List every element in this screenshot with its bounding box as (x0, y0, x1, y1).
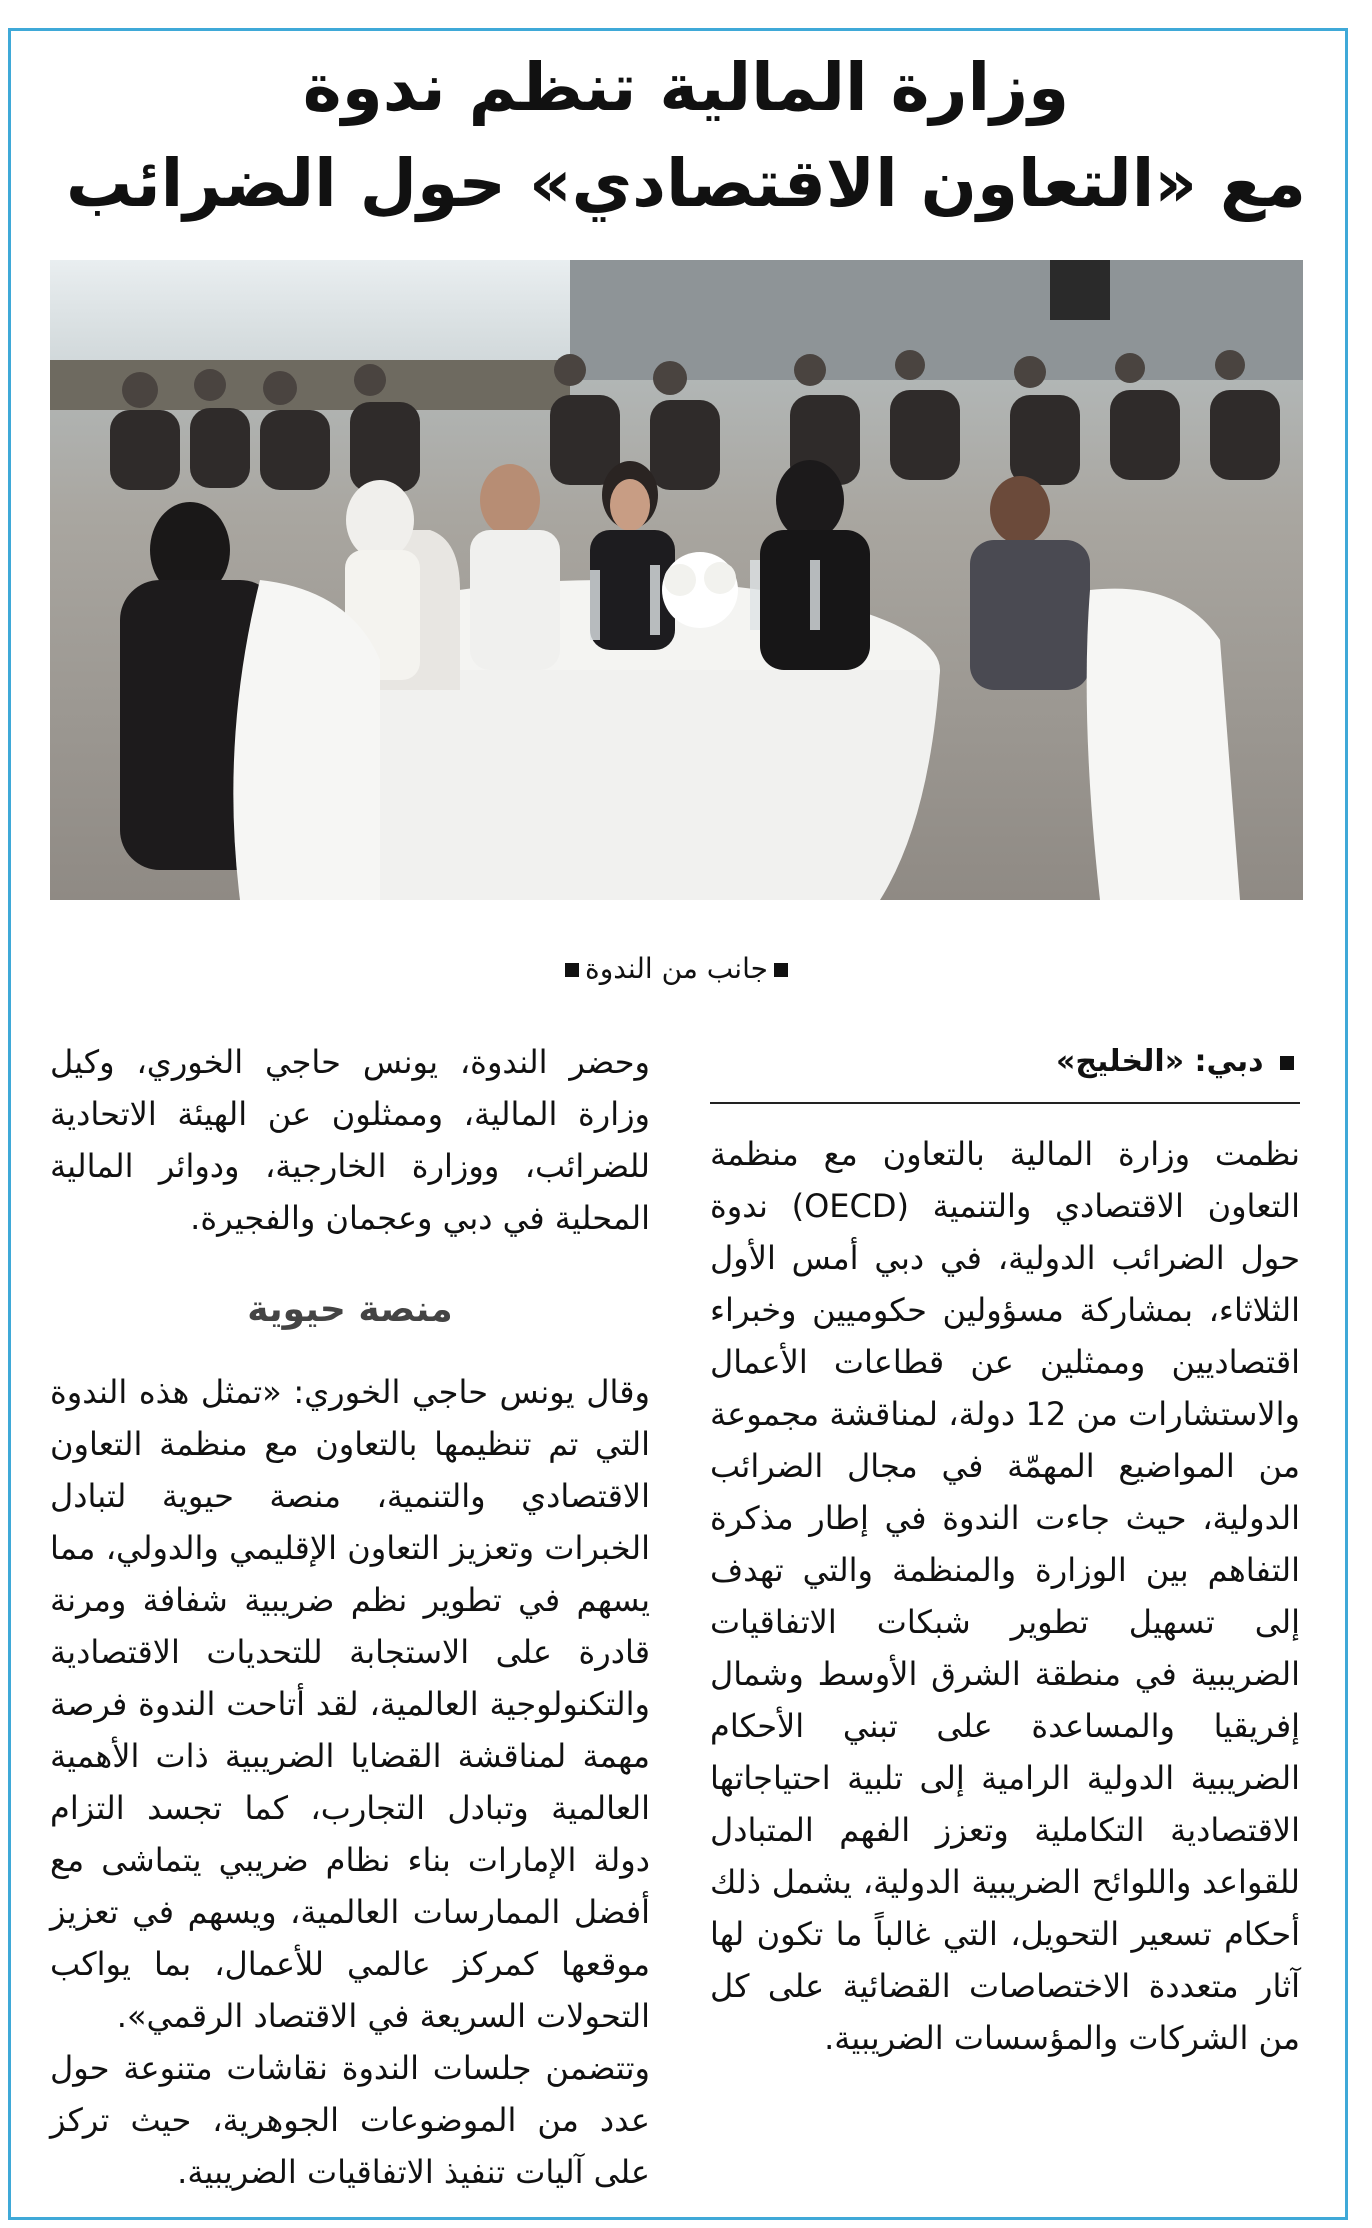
square-bullet-icon (1280, 1056, 1294, 1070)
article-subhead: منصة حيوية (247, 1289, 453, 1330)
headline (40, 40, 1332, 232)
article-column-right (710, 1036, 1300, 2064)
headline-line-1: وزارة المالية تنظم ندوة (302, 49, 1070, 126)
dateline (710, 1036, 1300, 1104)
article-column-left (50, 1036, 650, 2198)
article-paragraph-2: وحضر الندوة، يونس حاجي الخوري، وكيل وزارة المالية، وممثلون عن الهيئة الاتحادية للضرائب، ووزارة الخارجية، ودوائر المالية المحلية في دبي وعجمان والفجيرة. (50, 1043, 650, 1237)
article-paragraph-4: وتتضمن جلسات الندوة نقاشات متنوعة حول عدد من الموضوعات الجوهرية، حيث تركز على آليات تنفيذ الاتفاقيات الضريبية. (50, 2049, 650, 2191)
photo-caption (50, 952, 1303, 985)
headline-line-2: مع «التعاون الاقتصادي» حول الضرائب (66, 145, 1306, 222)
conference-photo-illustration (50, 260, 1303, 900)
conference-photo (50, 260, 1303, 900)
dateline-text: دبي: «الخليج» (1056, 1044, 1264, 1079)
square-bullet-icon (565, 963, 579, 977)
photo-caption-text: جانب من الندوة (585, 952, 768, 985)
article-paragraph-3: وقال يونس حاجي الخوري: «تمثل هذه الندوة التي تم تنظيمها بالتعاون مع منظمة التعاون الاقتصادي والتنمية، منصة حيوية لتبادل الخبرات وتعزيز التعاون الإقليمي والدولي، مما يسهم في تطوير نظم ضريبية شفافة ومرنة قادرة على الاستجابة للتحديات الاقتصادية والتكنولوجية العالمية، لقد أتاحت الندوة فرصة مهمة لمناقشة القضايا الضريبية ذات الأهمية العالمية وتبادل التجارب، كما تجسد التزام دولة الإمارات بناء نظام ضريبي يتماشى مع أفضل الممارسات العالمية، ويسهم في تعزيز موقعها كمركز عالمي للأعمال، بما يواكب التحولات السريعة في الاقتصاد الرقمي». (50, 1373, 650, 2035)
square-bullet-icon (774, 963, 788, 977)
article-paragraph-1: نظمت وزارة المالية بالتعاون مع منظمة التعاون الاقتصادي والتنمية (OECD) ندوة حول الضرائب الدولية، في دبي أمس الأول الثلاثاء، بمشاركة مسؤولين حكوميين وخبراء اقتصاديين وممثلين عن قطاعات الأعمال والاستشارات من 12 دولة، لمناقشة مجموعة من المواضيع المهمّة في مجال الضرائب الدولية، حيث جاءت الندوة في إطار مذكرة التفاهم بين الوزارة والمنظمة والتي تهدف إلى تسهيل تطوير شبكات الاتفاقيات الضريبية في منطقة الشرق الأوسط وشمال إفريقيا والمساعدة على تبني الأحكام الضريبية الدولية الرامية إلى تلبية احتياجاتها الاقتصادية التكاملية وتعزز الفهم المتبادل للقواعد واللوائح الضريبية الدولية، يشمل ذلك أحكام تسعير التحويل، التي غالباً ما تكون لها آثار متعددة الاختصاصات القضائية على كل من الشركات والمؤسسات الضريبية. (710, 1135, 1301, 2057)
